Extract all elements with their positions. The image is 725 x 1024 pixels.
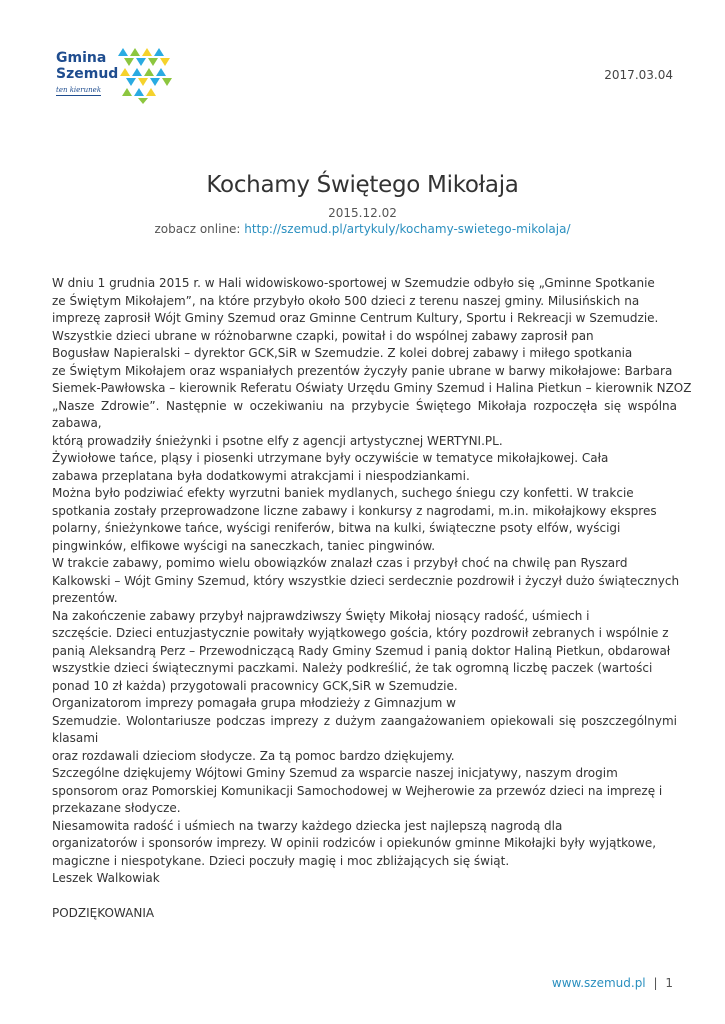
body-line: przekazane słodycze.	[52, 801, 181, 815]
body-line: Szczególne dziękujemy Wójtowi Gminy Szemud za wsparcie naszej inicjatywy, naszym drogim	[52, 766, 618, 780]
logo-triangle	[118, 48, 128, 56]
logo-triangle	[162, 78, 172, 86]
body-line: Można było podziwiać efekty wyrzutni baniek mydlanych, suchego śniegu czy konfetti. W trakcie	[52, 486, 634, 500]
logo-triangle	[154, 48, 164, 56]
logo-triangle	[138, 98, 148, 104]
body-line: prezentów.	[52, 591, 118, 605]
body-line: sponsorom oraz Pomorskiej Komunikacji Samochodowej w Wejherowie za przewóz dzieci na imprezę i	[52, 783, 663, 798]
body-line: organizatorów i sponsorów imprezy. W opinii rodziców i opiekunów gminne Mikołajki były wyjątkowe,	[52, 836, 657, 850]
body-line: Szemudzie. Wolontariusze podczas imprezy z dużym zaangażowaniem opiekowali się poszczególnymi	[52, 713, 677, 728]
body-line: wszystkie dzieci świątecznymi paczkami. Należy podkreślić, że tak ogromną liczbę paczek (wartości	[52, 661, 653, 675]
logo-name-2: Szemud	[56, 66, 119, 82]
logo-triangle	[120, 68, 130, 76]
body-line: „Nasze Zdrowie”. Następnie w oczekiwaniu na przybycie Świętego Mikołaja rozpoczęła się wspólna	[52, 398, 677, 413]
body-line: Bogusław Napieralski – dyrektor GCK,SiR w Szemudzie. Z kolei dobrej zabawy i miłego spotkania	[52, 346, 633, 360]
logo-triangle	[144, 68, 154, 76]
logo-triangle	[150, 78, 160, 86]
logo-triangle	[122, 88, 132, 96]
body-line: Niesamowita radość i uśmiech na twarzy każdego dziecka jest najlepszą nagrodą dla	[52, 818, 563, 833]
body-line: pingwinków, elfikowe wyścigi na saneczkach, taniec pingwinów.	[52, 538, 436, 553]
page-footer	[552, 976, 673, 990]
logo-name: Gmina	[56, 50, 107, 66]
logo-triangle	[146, 88, 156, 96]
body-line: imprezę zaprosił Wójt Gminy Szemud oraz Gminne Centrum Kultury, Sportu i Rekreacji w Szemudzie.	[52, 311, 659, 325]
article-url-link[interactable]: http://szemud.pl/artykuly/kochamy-swietego-mikolaja/	[244, 222, 571, 236]
article-date: 2015.12.02	[328, 206, 397, 220]
logo-text	[56, 50, 118, 82]
online-label: zobacz online:	[154, 222, 241, 236]
logo-triangle	[134, 88, 144, 96]
logo-triangle	[156, 68, 166, 76]
logo-triangle	[130, 48, 140, 56]
body-line: spotkania zostały przeprowadzone liczne zabawy i konkursy z nagrodami, m.in. mikołajkowy ekspres	[52, 503, 657, 518]
online-link-row	[0, 222, 725, 236]
article-body	[52, 275, 692, 923]
logo-triangles-icon	[116, 48, 176, 104]
body-line: Siemek-Pawłowska – kierownik Referatu Oświaty Urzędu Gminy Szemud i Halina Pietkun – kierownik NZOZ	[52, 381, 692, 395]
logo-triangle	[136, 58, 146, 66]
site-link[interactable]: www.szemud.pl	[551, 976, 646, 990]
body-line: zabawa przeplatana była dodatkowymi atrakcjami i niespodziankami.	[52, 468, 470, 483]
logo-triangle	[126, 78, 136, 86]
paragraph-gap	[52, 888, 677, 906]
page-number: 1	[665, 976, 673, 990]
body-line: zabawa,	[52, 416, 102, 430]
logo-triangle	[142, 48, 152, 56]
footer-separator: |	[653, 976, 658, 990]
logo-triangle	[160, 58, 170, 66]
body-line: Organizatorom imprezy pomagała grupa młodzieży z Gimnazjum w	[52, 696, 456, 710]
document-date: 2017.03.04	[604, 68, 673, 82]
logo-triangle	[148, 58, 158, 66]
body-line: Na zakończenie zabawy przybył najprawdziwszy Święty Mikołaj niosący radość, uśmiech i	[52, 608, 590, 623]
body-line: polarny, śnieżynkowe tańce, wyścigi reniferów, bitwa na kulki, świąteczne psoty elfów, wyścigi	[52, 521, 621, 535]
body-line: Leszek Walkowiak	[52, 871, 160, 885]
body-line: którą prowadziły śnieżynki i psotne elfy z agencji artystycznej WERTYNI.PL.	[52, 433, 503, 448]
body-line: ze Świętym Mikołajem oraz wspaniałych prezentów życzyły panie ubrane w barwy mikołajowe: Barbara	[52, 363, 673, 378]
body-line: klasami	[52, 731, 99, 745]
body-line: ponad 10 zł każda) przygotowali pracownicy GCK,SiR w Szemudzie.	[52, 678, 458, 693]
body-line: magiczne i niespotykane. Dzieci poczuły magię i moc zbliżających się świąt.	[52, 853, 510, 868]
logo-tagline: ten kierunek	[56, 86, 102, 94]
body-line: Żywiołowe tańce, pląsy i piosenki utrzymane były oczywiście w tematyce mikołajkowej. Cała	[52, 451, 609, 465]
logo-triangle	[124, 58, 134, 66]
closing-text: PODZIĘKOWANIA	[52, 906, 155, 920]
body-line: ze Świętym Mikołajem”, na które przybyło około 500 dzieci z terenu naszej gminy. Milusińskich na	[52, 293, 640, 308]
body-line: Wszystkie dzieci ubrane w różnobarwne czapki, powitał i do wspólnej zabawy zaprosił pan	[52, 328, 594, 343]
body-line: Kalkowski – Wójt Gminy Szemud, który wszystkie dzieci serdecznie pozdrowił i życzył dużo świątecznych	[52, 573, 680, 588]
body-line: W dniu 1 grudnia 2015 r. w Hali widowiskowo-sportowej w Szemudzie odbyło się „Gminne Spotkanie	[52, 276, 655, 290]
body-line: W trakcie zabawy, pomimo wielu obowiązków znalazł czas i przybył choć na chwilę pan Ryszard	[52, 556, 628, 570]
logo-triangle	[132, 68, 142, 76]
body-line: panią Aleksandrą Perz – Przewodniczącą Rady Gminy Szemud i panią doktor Haliną Pietkun, obdarował	[52, 643, 671, 658]
body-line: oraz rozdawali dzieciom słodycze. Za tą pomoc bardzo dziękujemy.	[52, 748, 455, 763]
gmina-szemud-logo[interactable]	[52, 44, 182, 106]
logo-triangle	[138, 78, 148, 86]
article-title: Kochamy Świętego Mikołaja	[206, 172, 519, 198]
body-line: szczęście. Dzieci entuzjastycznie powitały wyjątkowego gościa, który pozdrowił zebranych i wspólnie z	[52, 626, 669, 640]
